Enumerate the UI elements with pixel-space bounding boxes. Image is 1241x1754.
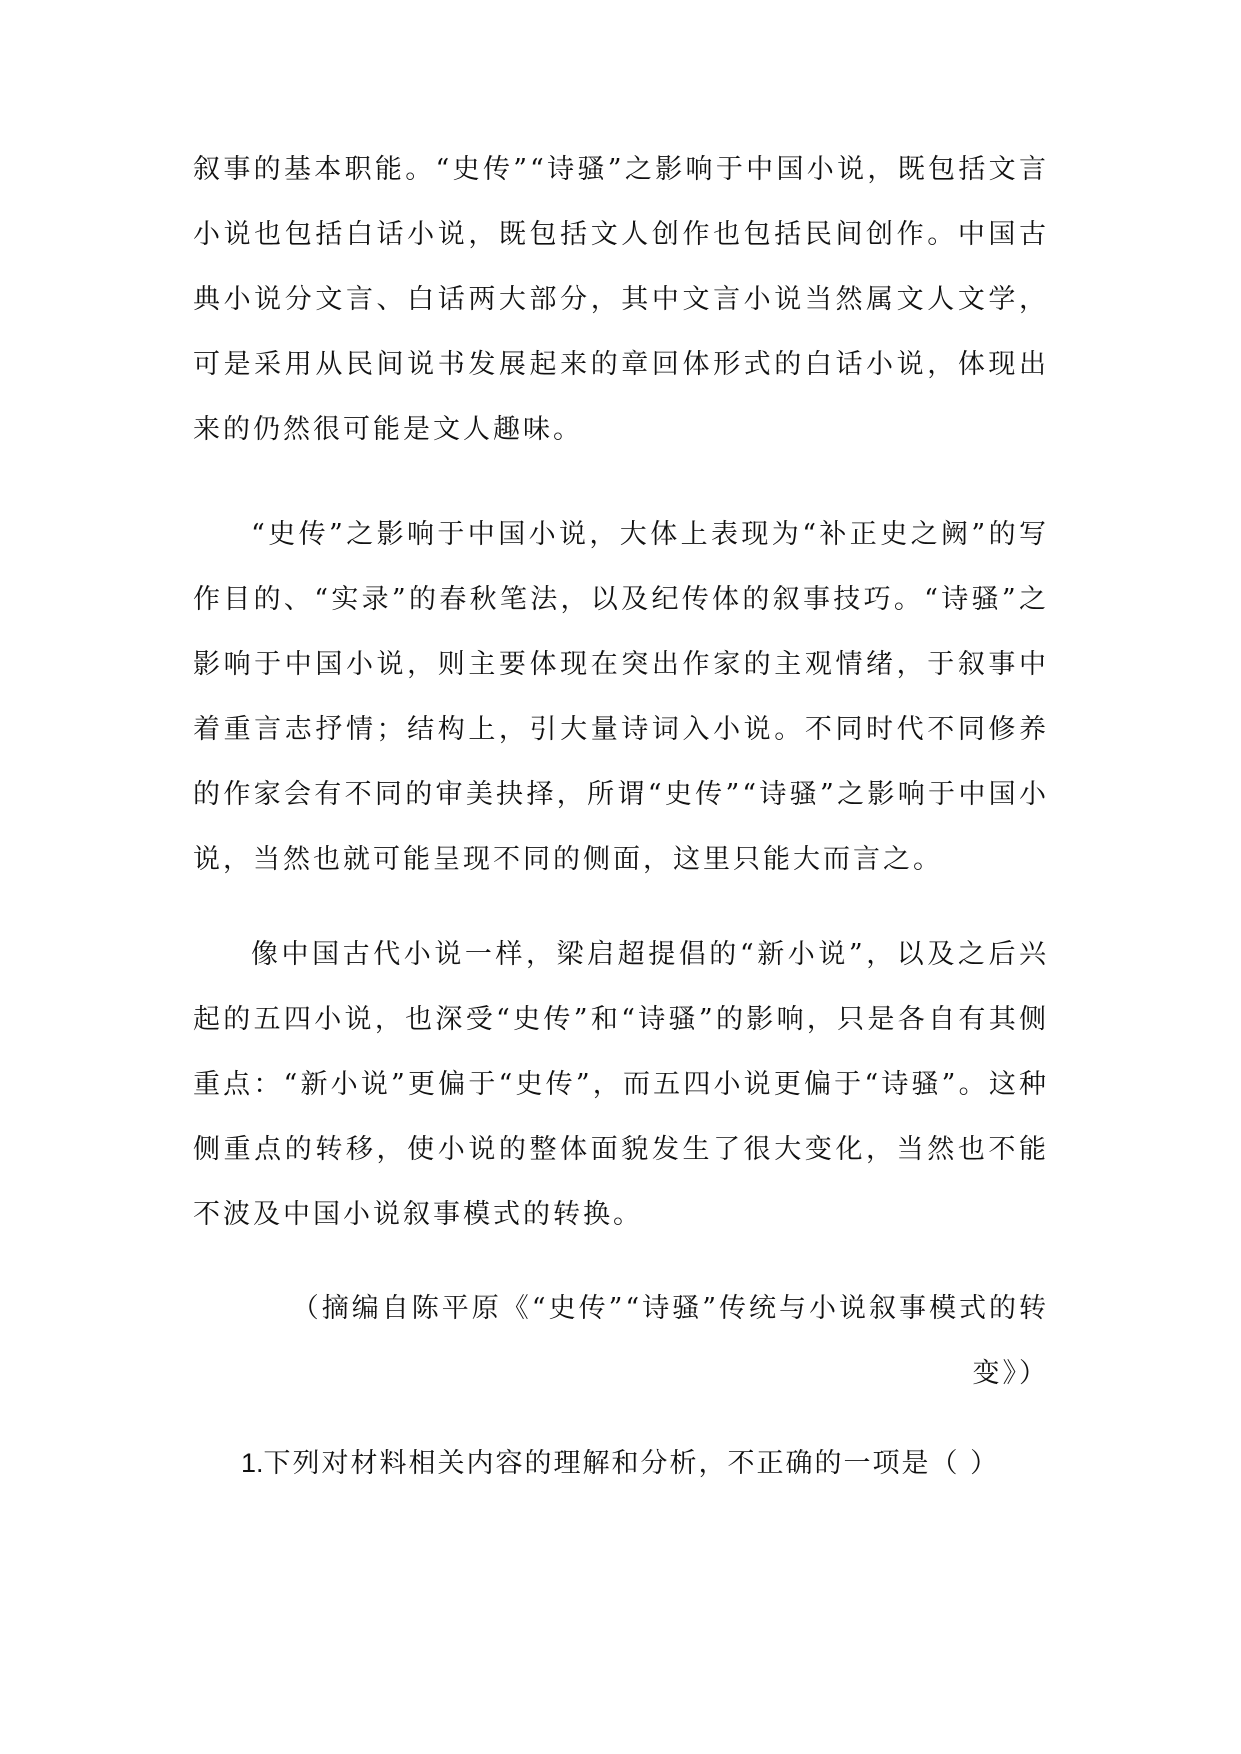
question-number: 1. (241, 1448, 264, 1478)
paragraph-new-fiction: 像中国古代小说一样，梁启超提倡的“新小说”，以及之后兴起的五四小说，也深受“史传”和“诗骚”的影响，只是各自有其侧重点：“新小说”更偏于“史传”，而五四小说更偏于“诗骚”。这种侧重点的转移，使小说的整体面貌发生了很大变化，当然也不能不波及中国小说叙事模式的转换。 (193, 939, 1049, 1230)
paragraph-continuation: 叙事的基本职能。“史传”“诗骚”之影响于中国小说，既包括文言小说也包括白话小说，既包括文人创作也包括民间创作。中国古典小说分文言、白话两大部分，其中文言小说当然属文人文学，可是采用从民间说书发展起来的章回体形式的白话小说，体现出来的仍然很可能是文人趣味。 (193, 154, 1049, 445)
question-text: 下列对材料相关内容的理解和分析，不正确的一项是（ ） (263, 1448, 1000, 1479)
paragraph-shizhuan-influence: “史传”之影响于中国小说，大体上表现为“补正史之阙”的写作目的、“实录”的春秋笔法，以及纪传体的叙事技巧。“诗骚”之影响于中国小说，则主要体现在突出作家的主观情绪，于叙事中着重言志抒情；结构上，引大量诗词入小说。不同时代不同修养的作家会有不同的审美抉择，所谓“史传”“诗骚”之影响于中国小说，当然也就可能呈现不同的侧面，这里只能大而言之。 (193, 519, 1049, 875)
question-1 (241, 1431, 999, 1496)
source-citation: （摘编自陈平原《“史传”“诗骚”传统与小说叙事模式的转变》） (291, 1293, 1049, 1389)
